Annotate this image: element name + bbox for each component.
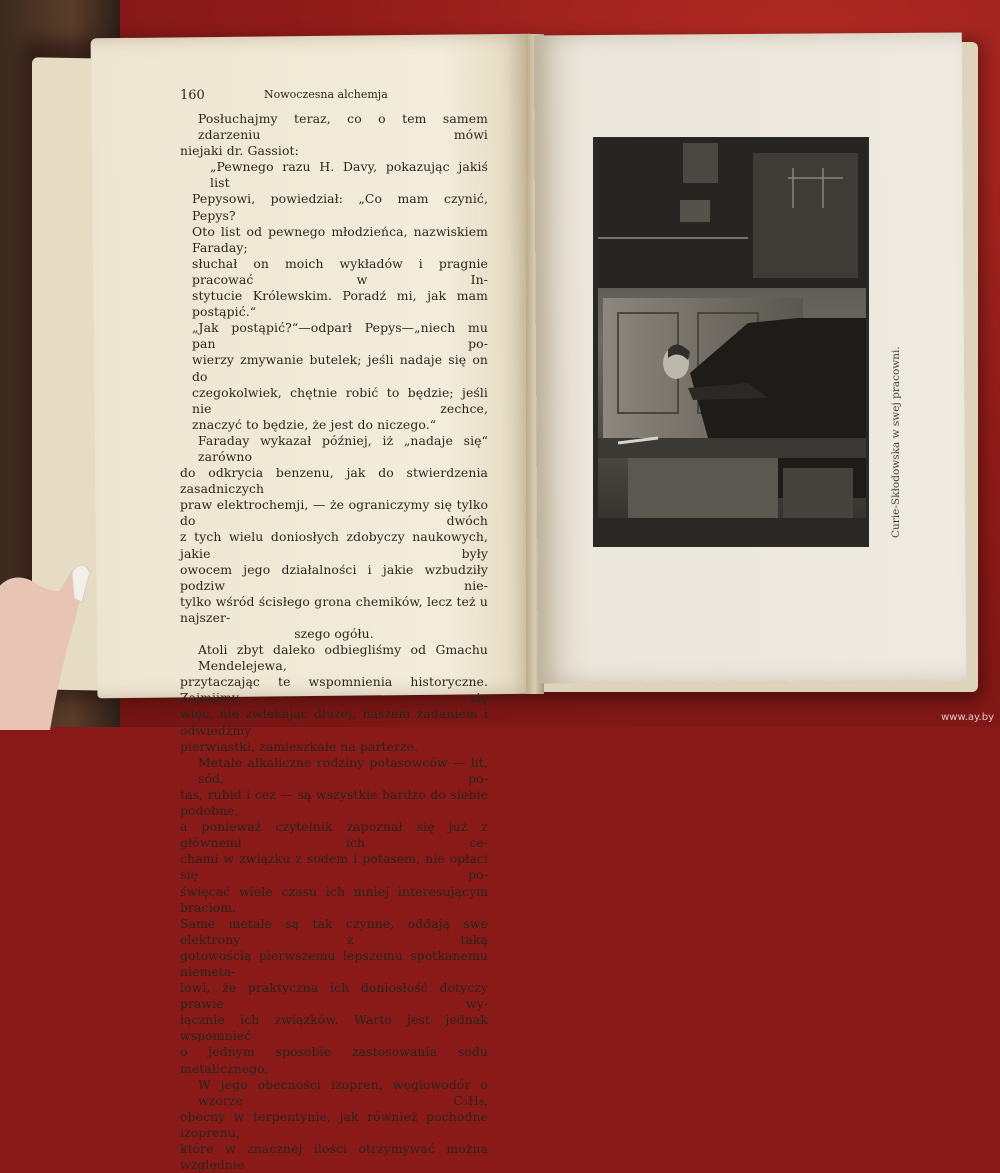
text-line: przytaczając te wspomnienia historyczne. Zajmijmy się [180,674,488,706]
text-line: Faraday wykazał później, iż „nadaje się“ zarówno [198,432,488,464]
text-line: „Jak postąpić?“—odparł Pepys—„niech mu pan po- [192,320,488,352]
plate-caption [872,258,902,558]
plate-caption-text: Curie-Skłodowska w swej pracowni. [890,346,902,538]
text-line: praw elektrochemji, — że ograniczymy się tylko do dwóch [180,497,488,529]
text-line: z tych wielu doniosłych zdobyczy naukowych, jakie były [180,529,488,561]
page-body-text [180,111,488,1173]
text-line: tylko wśród ścisłego grona chemików, lecz też u najszer- [180,593,488,625]
text-line: niejaki dr. Gassiot: [180,143,299,159]
text-line: „Pewnego razu H. Davy, pokazując jakiś list [210,159,488,191]
photo-table-front [628,458,778,518]
plate-photograph [598,138,866,544]
text-line: wierzy zmywanie butelek; jeśli nadaje się on do [192,352,488,384]
text-line: pierwiastki, zamieszkałe na parterze. [180,738,419,754]
photo-apparatus [683,143,718,183]
text-line: Same metale są tak czynne, oddają swe elektrony z taką [180,915,488,947]
text-line: do odkrycia benzenu, jak do stwierdzenia zasadniczych [180,465,488,497]
photo-cabinet [753,153,858,278]
running-head: Nowoczesna alchemja [264,88,388,101]
hand-skin [0,569,85,730]
text-line: które w znacznej ilości otrzymywać można względnie [180,1141,488,1173]
fingernail [72,565,90,602]
page-header [180,86,520,106]
text-line: więc, nie zwlekając dłużej, naszem zadaniem i odwiedźmy [180,706,488,738]
text-line: czegokolwiek, chętnie robić to będzie; jeśli nie zechce, [192,384,488,416]
photo-apparatus-2 [680,200,710,222]
hand-finger [0,560,100,730]
watermark: www.ay.by [941,712,994,723]
text-line: a ponieważ czytelnik zapoznał się już z głównemi ich ce- [180,819,488,851]
text-line: chami w związku z sodem i potasem, nie opłaci się po- [180,851,488,883]
text-line: lowi, że praktyczna ich doniosłość dotyczy prawie wy- [180,980,488,1012]
text-line: Pepysowi, powiedział: „Co mam czynić, Pepys? [192,191,488,223]
text-line: Atoli zbyt daleko odbiegliśmy od Gmachu Mendelejewa, [198,642,488,674]
text-line: słuchał on moich wykładów i pragnie pracować w In- [192,255,488,287]
text-line: stytucie Królewskim. Poradź mi, jak mam postąpić.“ [192,288,488,320]
text-line: gotowością pierwszemu lepszemu spotkanemu niemeta- [180,947,488,979]
page-number: 160 [180,88,205,103]
text-line: łącznie ich związków. Warto jest jednak wspomnieć [180,1012,488,1044]
text-line: Oto list od pewnego młodzieńca, nazwiskiem Faraday; [192,223,488,255]
text-line: owocem jego działalności i jakie wzbudziły podziw nie- [180,561,488,593]
text-line: W jego obecności izopren, węglowodór o wzorze C₅H₈, [198,1076,488,1108]
text-line: znaczyć to będzie, że jest do niczego.“ [192,416,437,432]
photo-floor [598,518,866,544]
text-line: szego ogółu. [294,626,374,641]
text-line: Metale alkaliczne rodziny potasowców — lit, sód, po- [198,754,488,786]
text-line: święcać wiele czasu ich mniej interesującym braciom. [180,883,488,915]
text-line: obecny w terpentynie, jak również pochodne izoprenu, [180,1108,488,1140]
text-line: o jednym sposobie zastosowania sodu metalicznego. [180,1044,488,1076]
text-line: tas, rubid i cez — są wszystkie bardzo do siebie podobne, [180,786,488,819]
text-line: Posłuchajmy teraz, co o tem samem zdarzeniu mówi [198,111,488,143]
